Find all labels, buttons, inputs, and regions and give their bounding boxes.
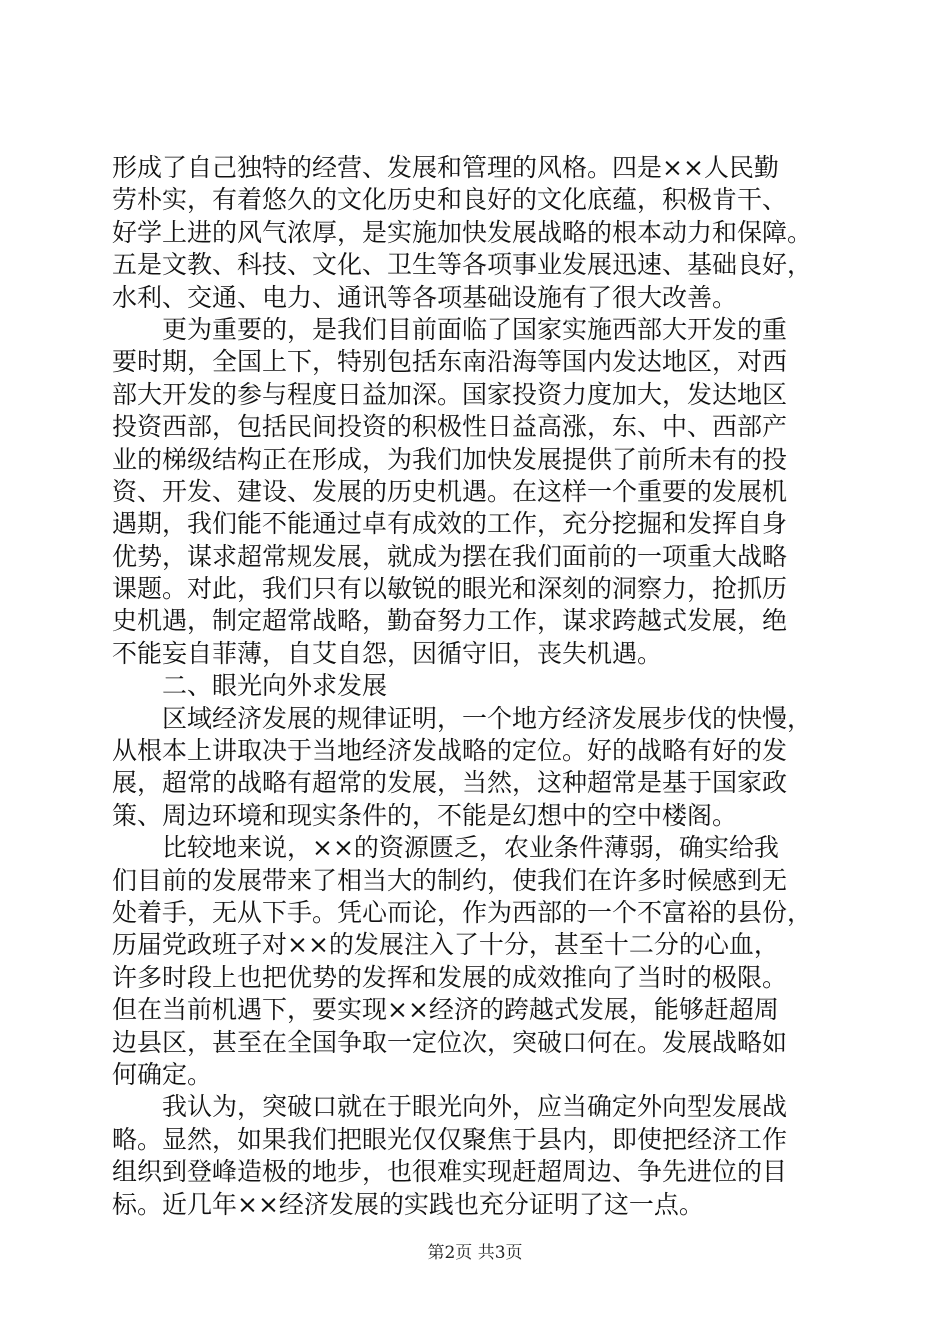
text-line: 展，超常的战略有超常的发展，当然，这种超常是基于国家政 [112,768,788,798]
text-line: 五是文教、科技、文化、卫生等各项事业发展迅速、基础良好， [112,250,813,280]
text-line: 但在当前机遇下，要实现××经济的跨越式发展，能够赶超周 [112,995,779,1025]
page-footer: 第2页 共3页 [427,1243,523,1263]
text-line: 从根本上讲取决于当地经济发战略的定位。好的战略有好的发 [112,736,788,766]
text-line: 我认为，突破口就在于眼光向外，应当确定外向型发展战 [112,1092,788,1122]
text-line: 资、开发、建设、发展的历史机遇。在这样一个重要的发展机 [112,476,788,506]
text-line: 略。显然，如果我们把眼光仅仅聚焦于县内，即使把经济工作 [112,1124,788,1154]
text-line: 组织到登峰造极的地步，也很难实现赶超周边、争先进位的目 [112,1157,788,1187]
text-line: 劳朴实，有着悠久的文化历史和良好的文化底蕴，积极肯干、 [112,185,788,215]
text-line: 区域经济发展的规律证明，一个地方经济发展步伐的快慢， [112,703,813,733]
text-line: 形成了自己独特的经营、发展和管理的风格。四是××人民勤 [112,153,779,182]
text-line: 策、周边环境和现实条件的，不能是幻想中的空中楼阁。 [112,800,738,830]
text-line: 业的梯级结构正在形成，为我们加快发展提供了前所未有的投 [112,444,788,474]
text-line: 们目前的发展带来了相当大的制约，使我们在许多时候感到无 [112,865,788,895]
text-line: 史机遇，制定超常战略，勤奋努力工作，谋求跨越式发展，绝 [112,606,788,636]
text-line: 比较地来说，××的资源匮乏，农业条件薄弱，确实给我 [112,833,779,863]
text-line: 不能妄自菲薄，自艾自怨，因循守旧，丧失机遇。 [112,638,663,668]
text-line: 优势，谋求超常规发展，就成为摆在我们面前的一项重大战略 [112,541,788,571]
text-line: 部大开发的参与程度日益加深。国家投资力度加大，发达地区 [112,379,788,409]
text-line: 处着手，无从下手。凭心而论，作为西部的一个不富裕的县份， [112,897,813,927]
text-line: 二、眼光向外求发展 [112,671,388,701]
text-line: 更为重要的，是我们目前面临了国家实施西部大开发的重 [112,314,788,344]
text-line: 水利、交通、电力、通讯等各项基础设施有了很大改善。 [112,282,738,312]
text-line: 课题。对此，我们只有以敏锐的眼光和深刻的洞察力，抢抓历 [112,574,788,604]
text-line: 投资西部，包括民间投资的积极性日益高涨，东、中、西部产 [112,412,788,442]
text-line: 好学上进的风气浓厚，是实施加快发展战略的根本动力和保障。 [112,217,813,247]
text-line: 历届党政班子对××的发展注入了十分，甚至十二分的心血， [112,930,779,960]
text-line: 要时期，全国上下，特别包括东南沿海等国内发达地区，对西 [112,347,788,377]
text-line: 许多时段上也把优势的发挥和发展的成效推向了当时的极限。 [112,962,788,992]
text-line: 何确定。 [112,1059,213,1089]
text-line: 标。近几年××经济发展的实践也充分证明了这一点。 [112,1189,704,1219]
text-line: 边县区，甚至在全国争取一定位次，突破口何在。发展战略如 [112,1027,788,1057]
text-line: 遇期，我们能不能通过卓有成效的工作，充分挖掘和发挥自身 [112,509,788,539]
document-body [112,152,840,1221]
